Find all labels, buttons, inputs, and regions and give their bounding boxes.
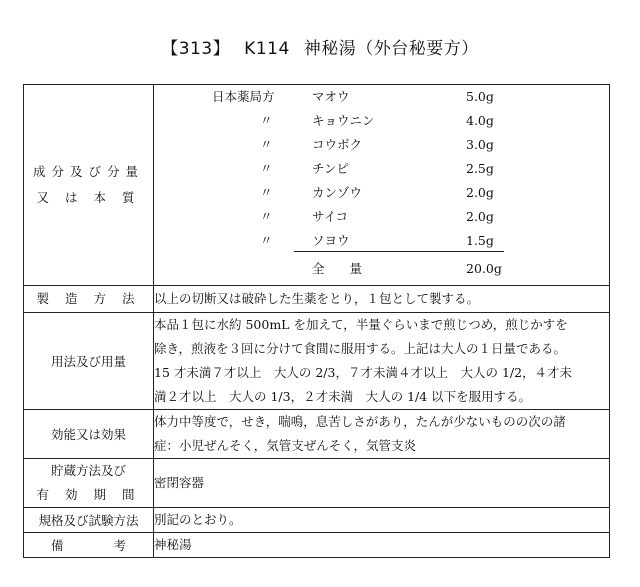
document-title (0, 34, 640, 59)
ingredient-name: カンゾウ (312, 185, 363, 200)
ingredient-amount: 2.5g (466, 161, 494, 176)
ingredient-amount: 1.5g (466, 233, 494, 248)
title-code: K114 (244, 39, 290, 59)
dosage-label: 用法及び用量 (24, 313, 154, 410)
efficacy-cell (154, 410, 610, 459)
ingredient-name: ソヨウ (312, 233, 350, 248)
ingredient-amount: 4.0g (466, 113, 494, 128)
dosage-line: 満２才以上 大人の 1/3，２才未満 大人の 1/4 以下を服用する。 (154, 389, 532, 404)
title-number: 【313】 (161, 39, 231, 59)
ingredient-row (154, 133, 612, 157)
composition-row (24, 85, 610, 286)
ingredient-amount: 3.0g (466, 137, 494, 152)
ingredient-row (154, 157, 612, 181)
ingredient-row (154, 109, 612, 133)
ingredient-source: 日本薬局方 (212, 89, 275, 104)
composition-cell (154, 85, 610, 286)
ingredient-ditto-mark: 〃 (260, 161, 273, 176)
storage-label (24, 459, 154, 508)
composition-label (24, 85, 154, 286)
storage-label-line1: 貯蔵方法及び (50, 463, 126, 478)
ingredient-name: キョウニン (312, 113, 375, 128)
ingredient-ditto-mark: 〃 (260, 233, 273, 248)
dosage-line: 本品１包に水約 500mL を加えて，半量ぐらいまで煎じつめ，煎じかすを (154, 317, 568, 332)
efficacy-label: 効能又は効果 (24, 410, 154, 459)
dosage-line: 除き，煎液を３回に分けて食間に服用する。上記は大人の１日量である。 (154, 341, 567, 356)
spec-label: 規格及び試験方法 (24, 508, 154, 533)
manufacture-label-text: 製 造 方 法 (36, 291, 141, 306)
total-label: 全 量 (312, 261, 363, 276)
ingredient-name: チンピ (312, 161, 349, 176)
ingredient-ditto-mark: 〃 (260, 185, 273, 200)
efficacy-line: 体力中等度で，せき，喘鳴，息苦しさがあり，たんが少ないものの次の諸 (154, 414, 566, 429)
ingredient-row (154, 205, 612, 229)
storage-label-line2: 有 効 期 間 (36, 487, 141, 502)
ingredient-name: サイコ (312, 209, 349, 224)
ingredient-name: マオウ (312, 89, 350, 104)
remarks-label: 備 考 (24, 533, 154, 558)
ingredient-ditto-mark: 〃 (260, 113, 273, 128)
manufacture-label (24, 286, 154, 313)
ingredient-ditto-mark: 〃 (260, 137, 273, 152)
remarks-text: 神秘湯 (154, 533, 610, 558)
composition-list (154, 85, 609, 285)
ingredient-amount: 5.0g (466, 89, 494, 104)
monograph-table (23, 84, 610, 558)
manufacture-row (24, 286, 610, 313)
spec-row (24, 508, 610, 533)
title-name: 神秘湯（外台秘要方） (303, 39, 479, 59)
ingredient-row (154, 229, 612, 253)
manufacture-text: 以上の切断又は破砕した生薬をとり，１包として製する。 (154, 286, 610, 313)
ingredient-name: コウボク (312, 137, 363, 152)
composition-label-line2: 又 は 本 質 (36, 190, 141, 205)
total-row (154, 257, 612, 281)
efficacy-row (24, 410, 610, 459)
ingredient-ditto-mark: 〃 (260, 209, 273, 224)
ingredient-row (154, 181, 612, 205)
ingredient-row (154, 85, 612, 109)
ingredient-amount: 2.0g (466, 209, 494, 224)
total-amount: 20.0g (466, 261, 502, 276)
ingredient-amount: 2.0g (466, 185, 494, 200)
efficacy-line: 症：小児ぜんそく，気管支ぜんそく，気管支炎 (154, 438, 417, 453)
storage-row (24, 459, 610, 508)
dosage-line: 15 才未満７才以上 大人の 2/3，７才未満４才以上 大人の 1/2，４才未 (154, 365, 573, 380)
dosage-row (24, 313, 610, 410)
spec-text: 別記のとおり。 (154, 508, 610, 533)
storage-text: 密閉容器 (154, 459, 610, 508)
total-divider-line (294, 251, 504, 252)
dosage-cell (154, 313, 610, 410)
remarks-row (24, 533, 610, 558)
composition-label-line1: 成分及び分量 (32, 164, 144, 179)
